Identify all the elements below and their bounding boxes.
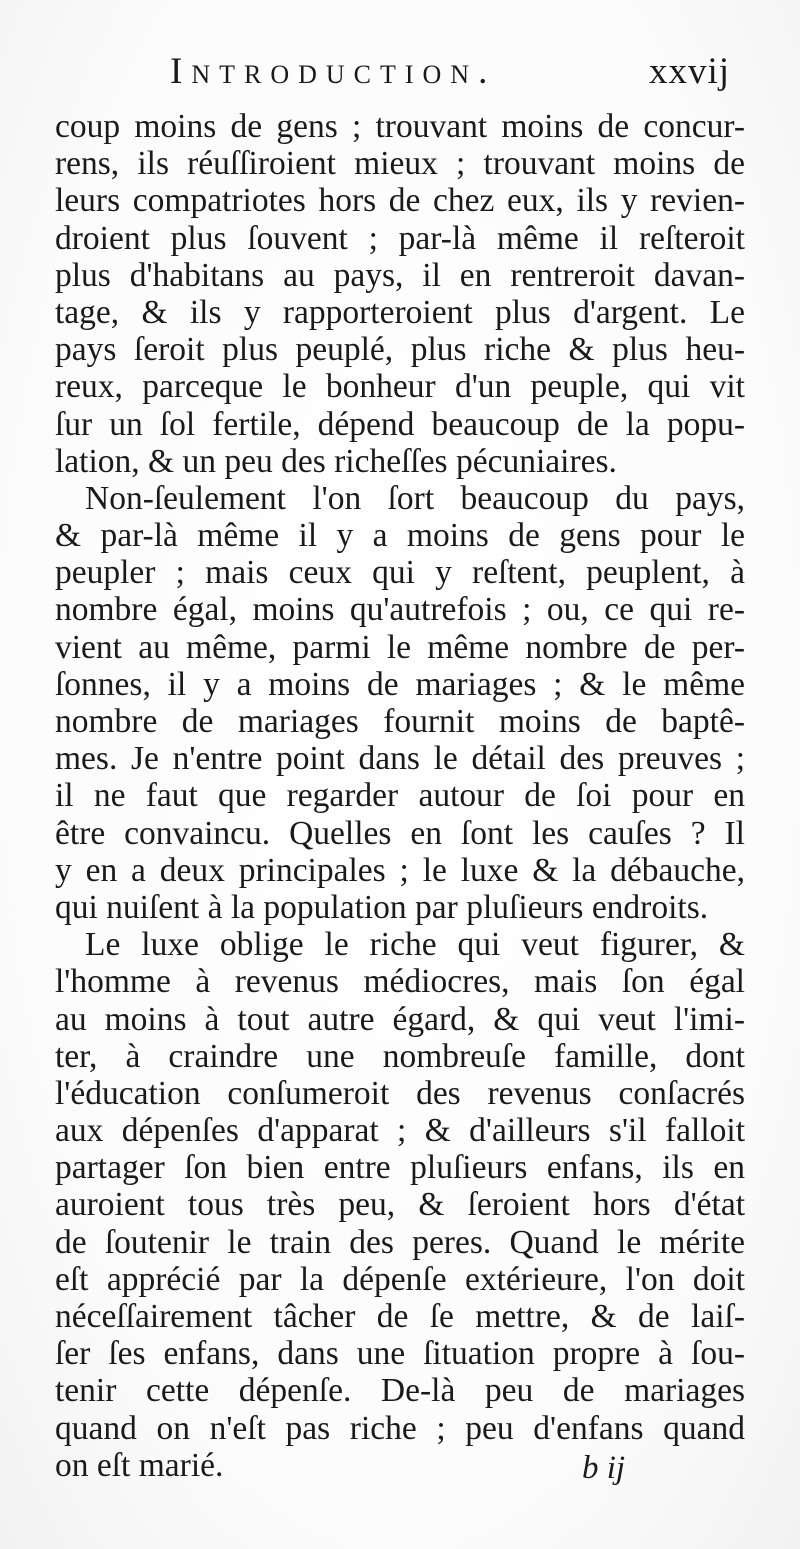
- text-line: eſt apprécié par la dépenſe extérieure, l'on doit: [55, 1260, 745, 1298]
- text-line: aux dépenſes d'apparat ; & d'ailleurs s'il falloit: [55, 1112, 745, 1150]
- paragraph-start-line: Le luxe oblige le riche qui veut figurer, &: [85, 926, 745, 964]
- text-line: droient plus ſouvent ; par-là même il reſteroit: [55, 219, 745, 257]
- text-line: nombre égal, moins qu'autrefois ; ou, ce qui re-: [55, 591, 745, 629]
- text-line: être convaincu. Quelles en ſont les cauſes ? Il: [55, 814, 745, 852]
- text-line: pays ſeroit plus peuplé, plus riche & plus heu-: [55, 331, 745, 369]
- text-line: nombre de mariages fournit moins de baptê-: [55, 703, 745, 740]
- text-line: on eſt marié.: [55, 1446, 224, 1484]
- text-line: coup moins de gens ; trouvant moins de concur-: [55, 108, 745, 145]
- text-line: & par-là même il y a moins de gens pour le: [55, 517, 745, 555]
- text-line: ſer ſes enfans, dans une ſituation propre à ſou-: [55, 1335, 745, 1373]
- text-line: au moins à tout autre égard, & qui veut l'imi-: [55, 1000, 745, 1038]
- text-line: l'homme à revenus médiocres, mais ſon égal: [55, 963, 745, 1001]
- signature-mark: b ij: [582, 1450, 626, 1486]
- text-line: lation, & un peu des richeſſes pécuniaires.: [55, 442, 617, 480]
- text-line: vient au même, parmi le même nombre de per-: [55, 628, 745, 666]
- page-header: [60, 50, 750, 100]
- body-text: [55, 108, 745, 1484]
- text-line: rens, ils réuſſiroient mieux ; trouvant moins de: [55, 145, 745, 183]
- page-number: xxvij: [648, 51, 730, 92]
- text-line: qui nuiſent à la population par pluſieurs endroits.: [55, 888, 709, 926]
- text-line: tenir cette dépenſe. De-là peu de mariages: [55, 1372, 745, 1410]
- text-line: auroient tous très peu, & ſeroient hors d'état: [55, 1186, 745, 1224]
- text-line: de ſoutenir le train des peres. Quand le mérite: [55, 1223, 745, 1261]
- text-line: ſonnes, il y a moins de mariages ; & le même: [55, 665, 745, 703]
- text-line: il ne faut que regarder autour de ſoi pour en: [55, 777, 745, 815]
- text-line: reux, parceque le bonheur d'un peuple, qui vit: [55, 368, 745, 406]
- text-line: l'éducation conſumeroit des revenus conſacrés: [55, 1074, 745, 1112]
- text-line: peupler ; mais ceux qui y reſtent, peuplent, à: [55, 554, 745, 592]
- paragraph-start-line: Non-ſeulement l'on ſort beaucoup du pays,: [85, 479, 745, 517]
- text-line: leurs compatriotes hors de chez eux, ils y revien-: [55, 182, 745, 220]
- text-line: ter, à craindre une nombreuſe famille, dont: [55, 1037, 745, 1075]
- text-line: tage, & ils y rapporteroient plus d'argent. Le: [55, 293, 745, 331]
- text-line: quand on n'eſt pas riche ; peu d'enfans quand: [55, 1409, 745, 1447]
- text-line: partager ſon bien entre pluſieurs enfans, ils en: [55, 1149, 745, 1187]
- text-line: mes. Je n'entre point dans le détail des preuves ;: [55, 740, 745, 778]
- text-line: plus d'habitans au pays, il en rentreroit davan-: [55, 256, 745, 294]
- text-line: ſur un ſol fertile, dépend beaucoup de la popu-: [55, 405, 745, 443]
- text-line: néceſſairement tâcher de ſe mettre, & de laiſ-: [55, 1298, 745, 1335]
- text-line: y en a deux principales ; le luxe & la débauche,: [55, 851, 745, 889]
- running-title: Introduction.: [170, 51, 497, 92]
